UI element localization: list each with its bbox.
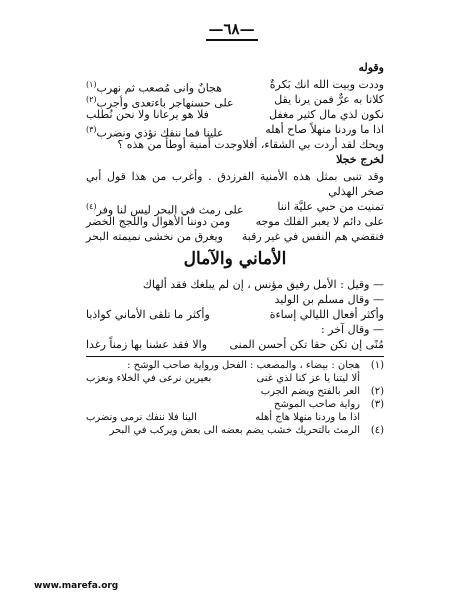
prose-line: — وقال مسلم بن الوليد [274,293,384,306]
verse-second-hemistich: على رمث في البحر ليس لنا وفر$^{(٤)}$ [86,202,244,217]
verse-second-hemistich: علينا فما ننفك نؤذي ونضرب$^{(٣)}$ [86,125,224,140]
footnote-item [86,359,384,372]
footnote-text: رواية صاحب الموشح [273,399,360,410]
prose-line: — وقيل : الأمل رفيق مؤنس ، إن لم يبلغك فقد ألهاك [142,278,384,291]
footnote-verse [86,411,384,424]
website-watermark: www.marefa.org [34,581,119,591]
footnote-verse [86,372,384,385]
footnote-marker: (٤) [86,202,97,211]
intro-label: وقوله [358,61,384,74]
poem-verse [86,122,384,140]
verse-first-hemistich: اذا ما وردنا منهلاً صاح أهله [265,123,384,136]
page-number: —٦٨— [0,20,463,41]
prose-line: — وقال آخر : [320,323,384,336]
footnote-verse-second: الينا فلا ننفك نرمى ونضرب [86,412,197,423]
footnote-marker: (٣) [86,125,97,134]
verse-first-hemistich: وددت وبيت الله انك بَكرةٌ [269,78,384,91]
footnote-verse-first: ألا ليتنا يا عز كنا لذي غنى [256,373,360,384]
footnote-item [86,424,384,437]
verse-second-hemistich: وأكثر ما تلقى الأماني كواذبا [86,308,210,321]
footnote-number: (٣) [370,399,384,410]
page-body [86,60,384,437]
prose-paragraph-1: ويحك لقد أردت بي الشقاء، أفلاوجدت أمنية أوطأ من هذه ؟ [117,138,384,151]
verse-second-hemistich: هجانٌ وانی مُصعب ثم نهرب$^{(١)}$ [86,80,222,95]
verse-first-hemistich: مُنًى إن تكن حقا تكن أحسن المنى [229,338,384,351]
poem-verse [86,92,384,110]
poem-verse [86,229,384,244]
poem-verse [86,199,384,217]
poem-verse [86,77,384,95]
footnote-number: (١) [370,360,384,371]
poem-verse [86,337,384,352]
footnote-verse-second: بعيرين نرعى في الخلاء ونعزب [86,373,212,384]
poem-stanza-2 [86,199,384,244]
verse-first-hemistich: تمنيت من حبي عليَّة اننا [277,200,384,213]
footnote-separator [86,356,384,357]
footnote-text: الرمث بالتحريك خشب يضم بعضه الى بعض ويركب في البحر [109,425,360,436]
verse-first-hemistich: كلانا به عرٌّ فمن يرنا يقل [274,93,384,106]
section-heading: الأماني والآمال [183,249,287,269]
footnote-text: هجان : بيضاء ، والمصعب : الفحل ورواية صاحب الوشح : [127,360,360,371]
footnote-text: العر بالفتح ويضم الجرب [260,386,360,397]
poem-stanza-1 [86,77,384,140]
poem-verse [86,307,384,322]
prose-paragraph-2: وقد تنبى بمثل هذه الأمنية الفرزدق . وأغرب من هذا قول أبي صخر الهذلي [86,170,384,198]
verse-second-hemistich: ومن دوننا الأهوال واللجج الخضر [86,215,231,228]
verse-second-hemistich: ويغرق من نخشى نميمته البحر [86,230,223,243]
amal-section [86,277,384,352]
poem-verse [86,107,384,122]
footnotes [86,359,384,437]
verse-first-hemistich: وأكثر أفعال الليالي إساءة [269,308,384,321]
verse-first-hemistich: على دائم لا يعبر الفلك موجه [255,215,384,228]
footnote-marker: (٢) [86,95,97,104]
footnote-number: (٢) [370,386,384,397]
verse-second-hemistich: على حسنهاجر باءتعدى وأجرب$^{(٢)}$ [86,95,234,110]
intro-label-2: لخرج خجلا [336,153,384,166]
footnote-verse-first: اذا ما وردنا منهلا هاج أهله [255,412,360,423]
verse-first-hemistich: نكون لذي مال كثير مغفل [269,108,384,121]
footnote-item [86,398,384,411]
footnote-number: (٤) [370,425,384,436]
verse-first-hemistich: فنقضي هم النفس في غير رقبة [241,230,384,243]
verse-second-hemistich: والا فقد عشنا بها زمناً رغدا [86,338,208,351]
footnote-item [86,385,384,398]
footnote-marker: (١) [86,80,97,89]
verse-second-hemistich: فلا هو يرعانا ولا نحن نُطلب [86,108,209,121]
